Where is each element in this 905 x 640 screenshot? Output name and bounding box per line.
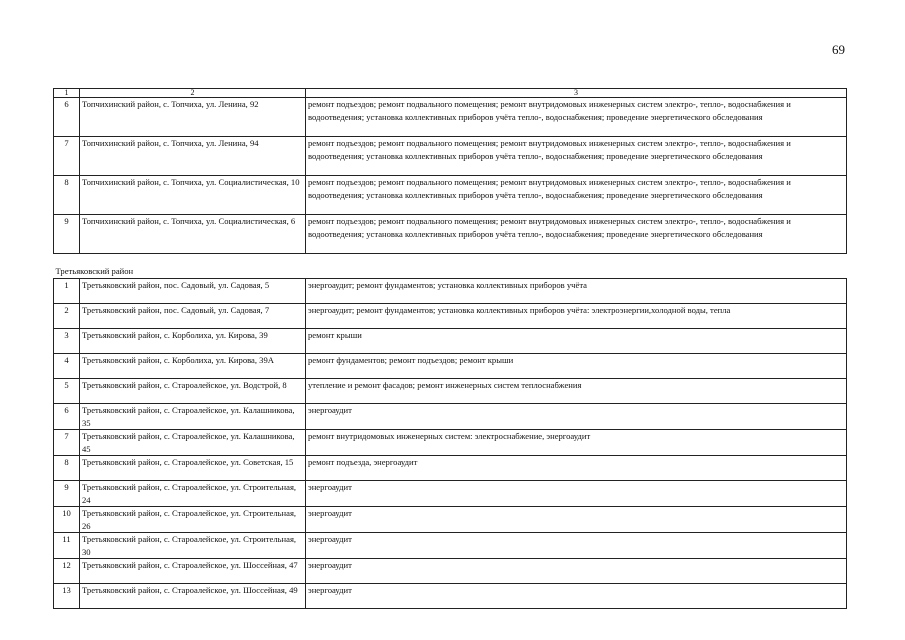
- row-works: энергоаудит: [306, 507, 847, 533]
- row-works: утепление и ремонт фасадов; ремонт инженерных систем теплоснабжения: [306, 379, 847, 404]
- works-table: [53, 88, 847, 609]
- row-works: энергоаудит; ремонт фундаментов; установка коллективных приборов учёта: электроэнергии,холодной воды, тепла: [306, 304, 847, 329]
- row-address: Третьяковский район, с. Староалейское, ул. Строительная, 26: [80, 507, 306, 533]
- row-works: энергоаудит: [306, 533, 847, 559]
- row-works: ремонт подъездов; ремонт подвального помещения; ремонт внутридомовых инженерных систем электро-, тепло-, водоснабжения и водоотведения; установка коллективных приборов учёта тепло-, водоснабжения; проведение энергетического обследования: [306, 215, 847, 254]
- row-number: 8: [54, 176, 80, 215]
- row-address: Топчихинский район, с. Топчиха, ул. Ленина, 92: [80, 98, 306, 137]
- row-number: 1: [54, 279, 80, 304]
- row-number: 11: [54, 533, 80, 559]
- row-address: Третьяковский район, с. Корболиха, ул. Кирова, 39: [80, 329, 306, 354]
- table-row: [54, 507, 847, 533]
- table-row: [54, 215, 847, 254]
- row-works: ремонт фундаментов; ремонт подъездов; ремонт крыши: [306, 354, 847, 379]
- row-number: 6: [54, 404, 80, 430]
- row-works: энергоаудит; ремонт фундаментов; установка коллективных приборов учёта: [306, 279, 847, 304]
- table-row: [54, 559, 847, 584]
- table-row: [54, 533, 847, 559]
- row-address: Третьяковский район, с. Староалейское, ул. Водстрой, 8: [80, 379, 306, 404]
- row-address: Третьяковский район, с. Староалейское, ул. Шоссейная, 49: [80, 584, 306, 609]
- row-number: 3: [54, 329, 80, 354]
- row-address: Третьяковский район, с. Староалейское, ул. Калашникова, 35: [80, 404, 306, 430]
- table-row: [54, 354, 847, 379]
- table-row: [54, 404, 847, 430]
- row-address: Третьяковский район, с. Корболиха, ул. Кирова, 39А: [80, 354, 306, 379]
- section-row: [54, 254, 847, 279]
- row-number: 12: [54, 559, 80, 584]
- table-row: [54, 481, 847, 507]
- table-row: [54, 137, 847, 176]
- row-works: ремонт подъезда, энергоаудит: [306, 456, 847, 481]
- row-address: Третьяковский район, с. Староалейское, ул. Шоссейная, 47: [80, 559, 306, 584]
- table-row: [54, 304, 847, 329]
- table-row: [54, 584, 847, 609]
- table-header-row: [54, 89, 847, 98]
- row-works: энергоаудит: [306, 404, 847, 430]
- row-address: Третьяковский район, с. Староалейское, ул. Строительная, 30: [80, 533, 306, 559]
- table-row: [54, 329, 847, 354]
- row-address: Третьяковский район, с. Староалейское, ул. Советская, 15: [80, 456, 306, 481]
- header-col-2: 2: [80, 89, 306, 98]
- row-number: 5: [54, 379, 80, 404]
- row-works: энергоаудит: [306, 481, 847, 507]
- row-number: 10: [54, 507, 80, 533]
- row-address: Топчихинский район, с. Топчиха, ул. Социалистическая, 10: [80, 176, 306, 215]
- row-works: энергоаудит: [306, 559, 847, 584]
- row-number: 7: [54, 430, 80, 456]
- row-number: 9: [54, 481, 80, 507]
- table-row: [54, 98, 847, 137]
- table-row: [54, 430, 847, 456]
- row-works: ремонт подъездов; ремонт подвального помещения; ремонт внутридомовых инженерных систем электро-, тепло-, водоснабжения и водоотведения; установка коллективных приборов учёта тепло-, водоснабжения; проведение энергетического обследования: [306, 137, 847, 176]
- table-row: [54, 279, 847, 304]
- table-row: [54, 456, 847, 481]
- row-works: ремонт внутридомовых инженерных систем: электроснабжение, энергоаудит: [306, 430, 847, 456]
- row-works: ремонт крыши: [306, 329, 847, 354]
- row-address: Топчихинский район, с. Топчиха, ул. Ленина, 94: [80, 137, 306, 176]
- row-address: Третьяковский район, пос. Садовый, ул. Садовая, 7: [80, 304, 306, 329]
- row-number: 8: [54, 456, 80, 481]
- header-col-3: 3: [306, 89, 847, 98]
- row-address: Третьяковский район, с. Староалейское, ул. Калашникова, 45: [80, 430, 306, 456]
- header-col-1: 1: [54, 89, 80, 98]
- row-number: 9: [54, 215, 80, 254]
- row-number: 7: [54, 137, 80, 176]
- table-row: [54, 176, 847, 215]
- row-address: Третьяковский район, с. Староалейское, ул. Строительная, 24: [80, 481, 306, 507]
- row-number: 13: [54, 584, 80, 609]
- table-row: [54, 379, 847, 404]
- row-address: Топчихинский район, с. Топчиха, ул. Социалистическая, 6: [80, 215, 306, 254]
- row-works: ремонт подъездов; ремонт подвального помещения; ремонт внутридомовых инженерных систем электро-, тепло-, водоснабжения и водоотведения; установка коллективных приборов учёта тепло-, водоснабжения; проведение энергетического обследования: [306, 176, 847, 215]
- row-address: Третьяковский район, пос. Садовый, ул. Садовая, 5: [80, 279, 306, 304]
- row-works: энергоаудит: [306, 584, 847, 609]
- row-number: 6: [54, 98, 80, 137]
- row-number: 4: [54, 354, 80, 379]
- row-number: 2: [54, 304, 80, 329]
- row-works: ремонт подъездов; ремонт подвального помещения; ремонт внутридомовых инженерных систем электро-, тепло-, водоснабжения и водоотведения; установка коллективных приборов учёта тепло-, водоснабжения; проведение энергетического обследования: [306, 98, 847, 137]
- page-number: 69: [832, 42, 845, 57]
- section-title: Третьяковский район: [54, 254, 847, 279]
